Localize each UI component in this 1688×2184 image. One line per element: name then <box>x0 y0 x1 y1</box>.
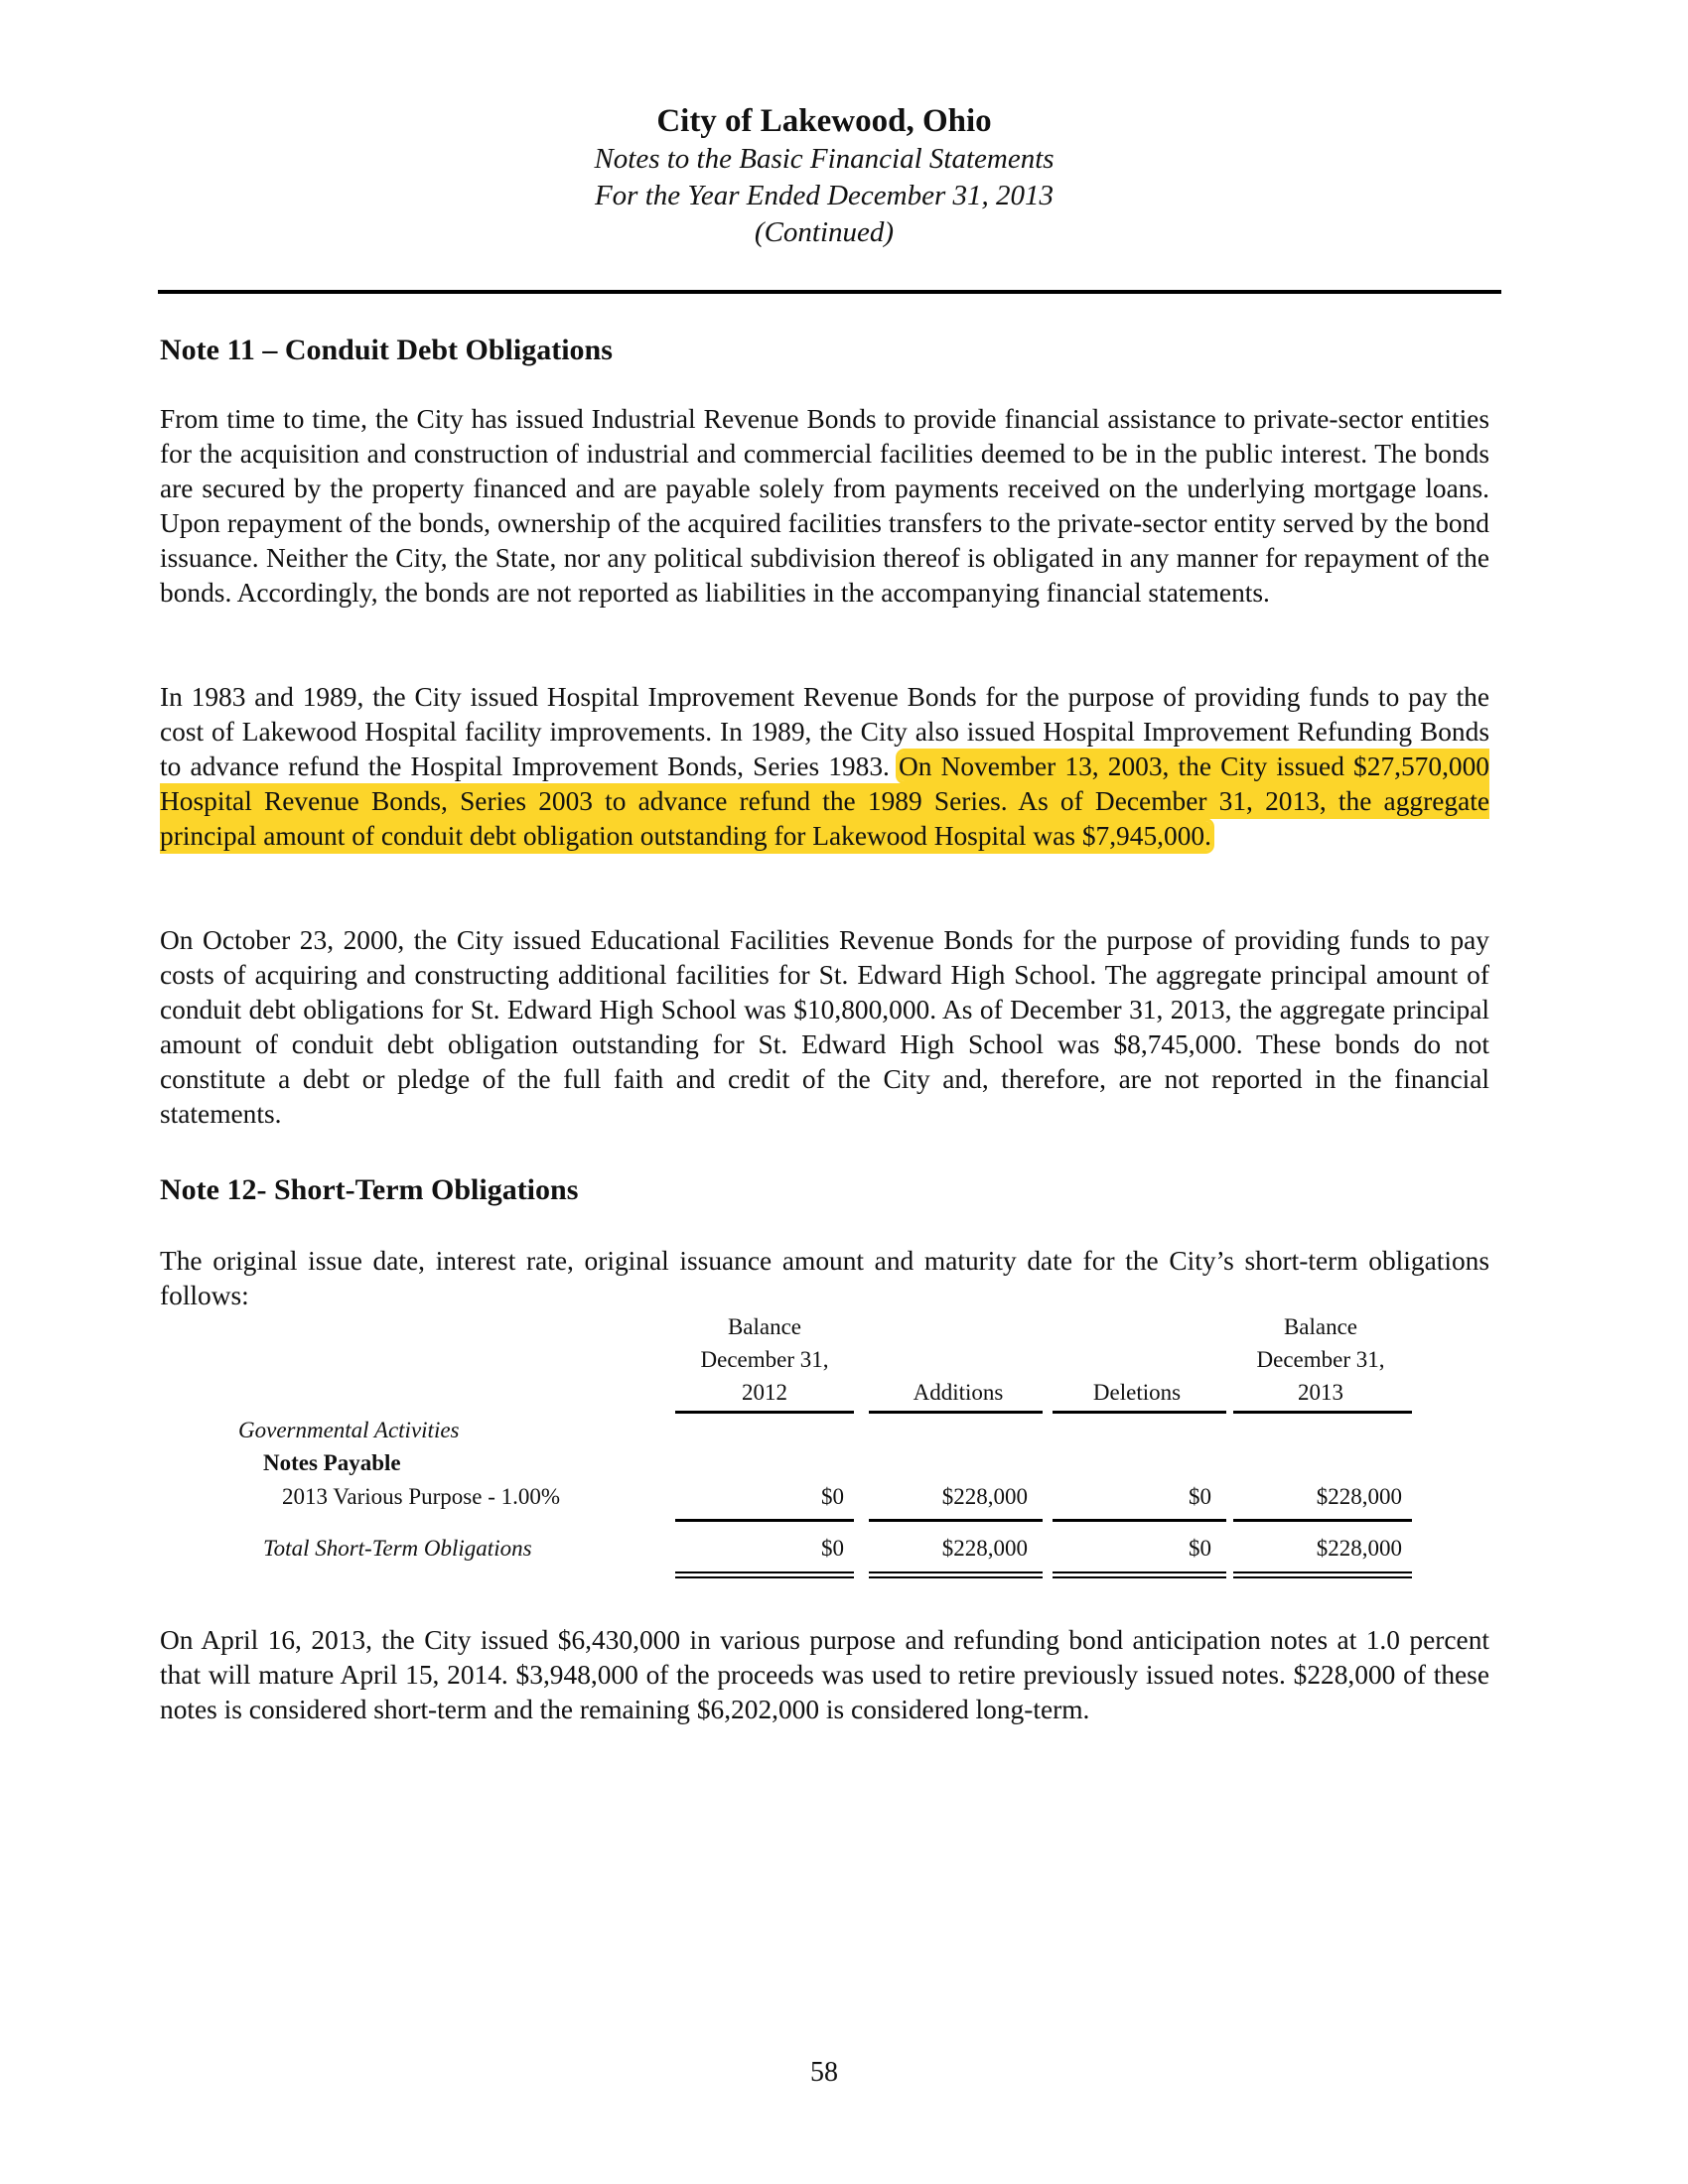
group-notes-payable: Notes Payable <box>263 1450 401 1475</box>
note11-paragraph-2 <box>160 680 1489 854</box>
header-divider <box>158 290 1501 294</box>
total-value-balance-2012: $0 <box>821 1536 844 1561</box>
row-underline <box>675 1519 854 1522</box>
total-label: Total Short-Term Obligations <box>263 1536 532 1561</box>
row-underline <box>869 1519 1043 1522</box>
row-value-balance-2012: $0 <box>821 1484 844 1509</box>
section-governmental-activities: Governmental Activities <box>238 1418 460 1442</box>
row-label: 2013 Various Purpose - 1.00% <box>282 1484 561 1509</box>
total-double-underline <box>1053 1576 1226 1578</box>
note11-paragraph-3: On October 23, 2000, the City issued Educational Facilities Revenue Bonds for the purpose of providing funds to pay costs of acquiring and constructing additional facilities for St. Edward High School. The aggregate principal amount of conduit debt obligations for St. Edward High School was $10,800,000. As of December 31, 2013, the aggregate principal amount of conduit debt obligation outstanding for St. Edward High School was $8,745,000. These bonds do not constitute a debt or pledge of the full faith and credit of the City and, therefore, are not reported in the financial statements. <box>160 925 1489 1129</box>
document-subtitle: Notes to the Basic Financial Statements <box>594 143 1055 175</box>
header-underline <box>1053 1411 1226 1414</box>
col-header-additions: Additions <box>913 1380 1004 1405</box>
col-header-balance-2012: Balance December 31, 2012 <box>700 1314 829 1405</box>
header-underline <box>869 1411 1043 1414</box>
document-period: For the Year Ended December 31, 2013 <box>594 180 1055 211</box>
total-value-balance-2013: $228,000 <box>1316 1536 1402 1561</box>
row-value-additions: $228,000 <box>941 1484 1028 1509</box>
note12-intro: The original issue date, interest rate, original issuance amount and maturity date for the City’s short-term obligations follows: <box>160 1246 1489 1310</box>
total-double-underline <box>1233 1576 1412 1578</box>
note12-closing-paragraph: On April 16, 2013, the City issued $6,430,000 in various purpose and refunding bond anticipation notes at 1.0 percent that will mature April 15, 2014. $3,948,000 of the proceeds was used to retire previously issued notes. $228,000 of these notes is considered short-term and the remaining $6,202,000 is considered long-term. <box>160 1625 1489 1724</box>
row-underline <box>1053 1519 1226 1522</box>
page-number: 58 <box>810 2057 838 2088</box>
highlighted-text: On November 13, 2003, the City issued $27,570,000 Hospital Revenue Bonds, Series 2003 to advance refund the 1989 Series. As of December 31, 2013, the aggregate principal amount of conduit debt obligation outstanding for Lakewood Hospital was $7,945,000. <box>160 751 1490 851</box>
row-value-balance-2013: $228,000 <box>1316 1484 1402 1509</box>
note11-heading: Note 11 – Conduit Debt Obligations <box>160 334 613 366</box>
header-underline <box>1233 1411 1412 1414</box>
total-double-underline <box>869 1576 1043 1578</box>
document-continued: (Continued) <box>754 216 895 248</box>
total-value-deletions: $0 <box>1189 1536 1211 1561</box>
total-value-additions: $228,000 <box>941 1536 1028 1561</box>
col-header-deletions: Deletions <box>1092 1380 1182 1405</box>
page-header <box>0 101 1648 251</box>
header-underline <box>675 1411 854 1414</box>
document-title: City of Lakewood, Ohio <box>656 103 992 139</box>
row-value-deletions: $0 <box>1189 1484 1211 1509</box>
total-double-underline <box>1053 1571 1226 1573</box>
note11-paragraph-1: From time to time, the City has issued Industrial Revenue Bonds to provide financial assistance to private-sector entities for the acquisition and construction of industrial and commercial facilities deemed to be in the public interest. The bonds are secured by the property financed and are payable solely from payments received on the underlying mortgage loans. Upon repayment of the bonds, ownership of the acquired facilities transfers to the private-sector entity served by the bond issuance. Neither the City, the State, nor any political subdivision thereof is obligated in any manner for repayment of the bonds. Accordingly, the bonds are not reported as liabilities in the accompanying financial statements. <box>160 404 1489 608</box>
total-double-underline <box>675 1576 854 1578</box>
col-header-balance-2013: Balance December 31, 2013 <box>1256 1314 1385 1405</box>
note11-paragraph-2-text: In 1983 and 1989, the City issued Hospital Improvement Revenue Bonds for the purpose of providing funds to pay the cost of Lakewood Hospital facility improvements. In 1989, the City also issued Hospital Improvement Refunding Bonds to advance refund the Hospital Improvement Bonds, Series 1983. <box>160 682 1489 781</box>
total-double-underline <box>869 1571 1043 1573</box>
total-double-underline <box>675 1571 854 1573</box>
row-underline <box>1233 1519 1412 1522</box>
total-double-underline <box>1233 1571 1412 1573</box>
note12-heading: Note 12- Short-Term Obligations <box>160 1173 579 1206</box>
